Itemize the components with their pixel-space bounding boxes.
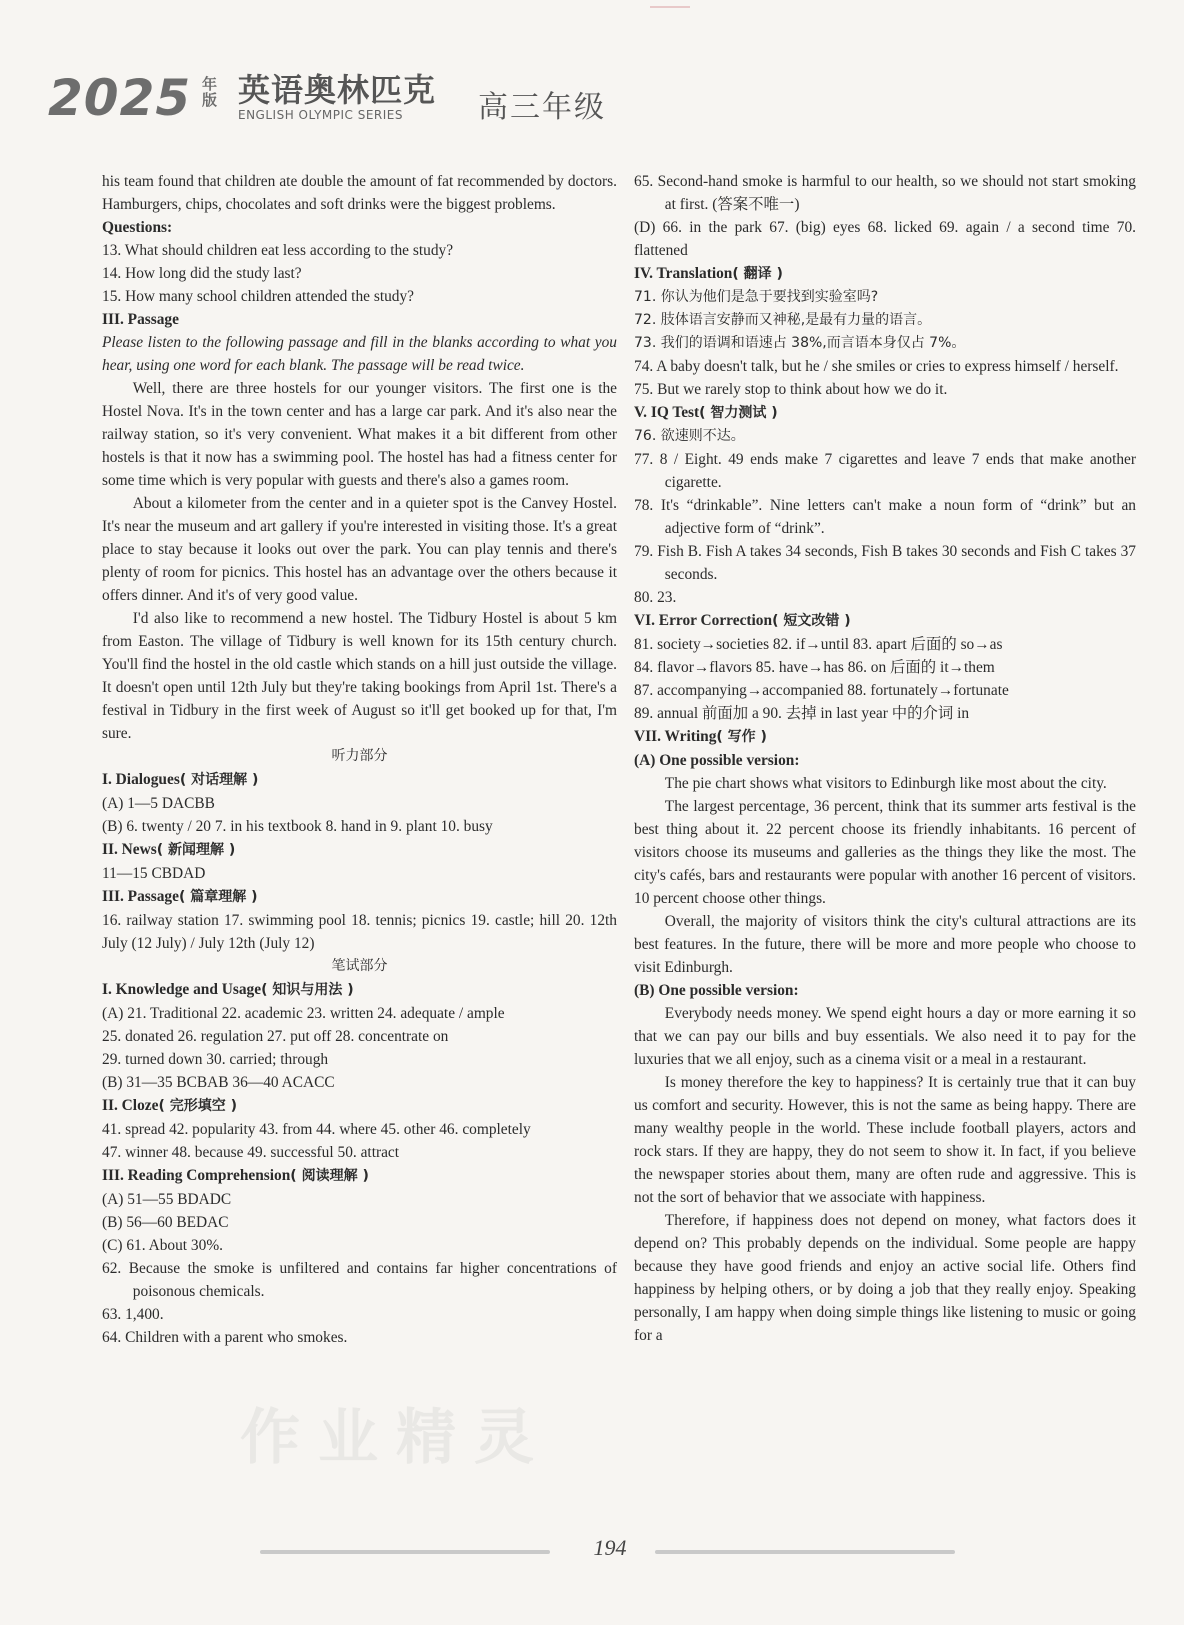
listening-passage-heading-zh: ( 篇章理解 ) (178, 889, 258, 905)
left-column (102, 170, 617, 1349)
edition-year: 2025 (48, 69, 192, 127)
listening-passage-heading-en: III. Passage (102, 888, 179, 905)
iq-78: 78. It's “drinkable”. Nine letters can't make a noun form of “drink” but an adjective form of “drink”. (634, 497, 1136, 537)
knowledge-a-line-2: 25. donated 26. regulation 27. put off 28. concentrate on (102, 1028, 449, 1045)
translation-74: 74. A baby doesn't talk, but he / she smiles or cries to express himself / herself. (634, 358, 1119, 375)
knowledge-b: (B) 31—35 BCBAB 36—40 ACACC (102, 1074, 335, 1091)
question-14: 14. How long did the study last? (102, 265, 302, 282)
knowledge-heading (102, 978, 617, 1002)
question-13: 13. What should children eat less according to the study? (102, 242, 454, 259)
writing-heading-en: VII. Writing (634, 728, 717, 745)
error-correction-heading-zh: ( 短文改错 ) (772, 613, 851, 629)
cloze-heading-en: II. Cloze (102, 1097, 159, 1114)
translation-73: 73. 我们的语调和语速占 38%,而言语本身仅占 7%。 (634, 335, 966, 351)
error-correction-line-3: 87. accompanying→accompanied 88. fortunately→fortunate (634, 682, 1009, 699)
error-correction-line-4: 89. annual 前面加 a 90. 去掉 in last year 中的介词 in (634, 705, 970, 722)
reading-64: 64. Children with a parent who smokes. (102, 1329, 348, 1346)
writing-heading (634, 725, 1136, 749)
series-title-cn: 英语奥林匹克 (238, 71, 437, 109)
news-heading-en: II. News (102, 841, 157, 858)
error-correction-line-2: 84. flavor→flavors 85. have→has 86. on 后面的 it→them (634, 659, 995, 676)
reading-65: 65. Second-hand smoke is harmful to our health, so we should not start smoking at first. (答案不唯一) (634, 173, 1136, 213)
writing-b-paragraph-3: Therefore, if happiness does not depend on money, what factors does it depend on? This probably depends on the individual. Some people are happy because they have good friends and enjoy an active social life. Others find happiness by helping others, or by doing a job that they really enjoy. Speaking personally, I am happy when doing simple things like listening to music or going for a (634, 1212, 1136, 1344)
news-heading (102, 838, 617, 862)
passage-answers: 16. railway station 17. swimming pool 18. tennis; picnics 19. castle; hill 20. 12th July (12 July) / July 12th (July 12) (102, 912, 617, 952)
passage-heading: III. Passage (102, 311, 179, 328)
translation-heading-zh: ( 翻译 ) (732, 266, 783, 282)
iq-heading-en: V. IQ Test (634, 404, 700, 421)
edition-label: 年版 (202, 75, 218, 109)
passage-paragraph-3: I'd also like to recommend a new hostel. The Tidbury Hostel is about 5 km from Easton. The village of Tidbury is well known for its 15th century church. You'll find the hostel in the old castle which stands on a hill just outside the village. It doesn't open until 12th July but they're taking bookings from April 1st. There's a festival in Tidbury in the first week of August so it'll get booked up for that, I'm sure. (102, 610, 617, 742)
reading-heading-en: III. Reading Comprehension (102, 1167, 291, 1184)
error-correction-heading (634, 609, 1136, 633)
dialogues-heading (102, 768, 617, 792)
dialogues-b: (B) 6. twenty / 20 7. in his textbook 8. hand in 9. plant 10. busy (102, 818, 493, 835)
series-title-en: ENGLISH OLYMPIC SERIES (238, 108, 404, 122)
dialogues-heading-zh: ( 对话理解 ) (179, 772, 259, 788)
writing-heading-zh: ( 写作 ) (716, 729, 767, 745)
error-correction-line-1: 81. society→societies 82. if→until 83. apart 后面的 so→as (634, 636, 1003, 653)
writing-b-heading: (B) One possible version: (634, 982, 799, 999)
passage-continuation: his team found that children ate double the amount of fat recommended by doctors. Hamburgers, chips, chocolates and soft drinks were the biggest problems. (102, 173, 617, 213)
news-answers: 11—15 CBDAD (102, 865, 206, 882)
cloze-line-2: 47. winner 48. because 49. successful 50. attract (102, 1144, 400, 1161)
dialogues-a: (A) 1—5 DACBB (102, 795, 215, 812)
footer-line-right (655, 1550, 955, 1554)
passage-paragraph-2: About a kilometer from the center and in a quieter spot is the Canvey Hostel. It's near the museum and art gallery if you're interested in visiting those. It's a great place to stay because it looks out over the park. You can play tennis and there's plenty of room for picnics. This hostel has an advantage over the others because it offers dinner. And it's of very good value. (102, 495, 617, 604)
page-number: 194 (593, 1535, 627, 1560)
iq-heading-zh: ( 智力测试 ) (699, 405, 778, 421)
iq-heading (634, 401, 1136, 425)
right-column (634, 170, 1136, 1347)
footer-line-left (260, 1550, 550, 1554)
error-correction-heading-en: VI. Error Correction (634, 612, 773, 629)
knowledge-heading-en: I. Knowledge and Usage (102, 981, 262, 998)
knowledge-a-line-3: 29. turned down 30. carried; through (102, 1051, 329, 1068)
reading-d: (D) 66. in the park 67. (big) eyes 68. licked 69. again / a second time 70. flattened (634, 219, 1136, 259)
translation-71: 71. 你认为他们是急于要找到实验室吗? (634, 289, 879, 305)
translation-72: 72. 肢体语言安静而又神秘,是最有力量的语言。 (634, 312, 932, 328)
passage-instruction: Please listen to the following passage and fill in the blanks according to what you hear, using one word for each blank. The passage will be read twice. (102, 334, 617, 374)
reading-b: (B) 56—60 BEDAC (102, 1214, 229, 1231)
writing-a-heading: (A) One possible version: (634, 752, 800, 769)
writing-a-paragraph-3: Overall, the majority of visitors think the city's cultural attractions are its best features. In the future, there will be more and more people who choose to visit Edinburgh. (634, 913, 1136, 976)
iq-80: 80. 23. (634, 589, 677, 606)
writing-a-paragraph-1: The pie chart shows what visitors to Edinburgh like most about the city. (664, 775, 1107, 792)
writing-b-paragraph-2: Is money therefore the key to happiness? It is certainly true that it can buy us comfort and security. However, this is not the same as being happy. There are many wealthy people in the world. These include football players, actors and rock stars. If they are happy, they do not seem to show it. In fact, if you believe the newspaper stories about them, many are often rude and aggressive. This is not the sort of behavior that we associate with happiness. (634, 1074, 1136, 1206)
news-heading-zh: ( 新闻理解 ) (156, 842, 236, 858)
iq-76: 76. 欲速则不达。 (634, 428, 745, 444)
iq-79: 79. Fish B. Fish A takes 34 seconds, Fish B takes 30 seconds and Fish C takes 37 seconds. (634, 543, 1136, 583)
page-header (48, 70, 648, 130)
iq-77: 77. 8 / Eight. 49 ends make 7 cigarettes and leave 7 ends that make another cigarette. (634, 451, 1136, 491)
top-decoration (650, 6, 690, 8)
translation-heading (634, 262, 1136, 286)
cloze-line-1: 41. spread 42. popularity 43. from 44. where 45. other 46. completely (102, 1121, 531, 1138)
cloze-heading (102, 1094, 617, 1118)
questions-heading: Questions: (102, 219, 173, 236)
reading-62: 62. Because the smoke is unfiltered and contains far higher concentrations of poisonous chemicals. (102, 1260, 617, 1300)
listening-passage-heading (102, 885, 617, 909)
writing-a-paragraph-2: The largest percentage, 36 percent, think that its summer arts festival is the best thing about it. 22 percent choose its friendly inhabitants. 16 percent of visitors choose its museums and galleries as the things they like the most. The city's cafés, bars and restaurants were popular with another 16 percent of visitors. 10 percent choose other things. (634, 798, 1136, 907)
watermark: 作业精灵 (240, 1403, 552, 1473)
question-15: 15. How many school children attended the study? (102, 288, 415, 305)
listening-title: 听力部分 (331, 748, 388, 764)
translation-75: 75. But we rarely stop to think about how we do it. (634, 381, 948, 398)
reading-c: (C) 61. About 30%. (102, 1237, 223, 1254)
dialogues-heading-en: I. Dialogues (102, 771, 180, 788)
knowledge-a-line-1: (A) 21. Traditional 22. academic 23. written 24. adequate / ample (102, 1005, 505, 1022)
grade-label: 高三年级 (478, 90, 606, 125)
cloze-heading-zh: ( 完形填空 ) (158, 1098, 237, 1114)
reading-63: 63. 1,400. (102, 1306, 164, 1323)
reading-heading-zh: ( 阅读理解 ) (290, 1168, 369, 1184)
page-footer (0, 1535, 1184, 1565)
writing-b-paragraph-1: Everybody needs money. We spend eight hours a day or more earning it so that we can pay our bills and buy essentials. We also need it to pay for the luxuries that we all enjoy, such as a cinema visit or a meal in a restaurant. (634, 1005, 1136, 1068)
reading-heading (102, 1164, 617, 1188)
written-title: 笔试部分 (331, 958, 388, 974)
reading-a: (A) 51—55 BDADC (102, 1191, 232, 1208)
passage-paragraph-1: Well, there are three hostels for our younger visitors. The first one is the Hostel Nova. It's in the town center and has a large car park. And it's also near the railway station, so it's very convenient. What makes it a bit different from other hostels is that it now has a swimming pool. The hostel has had a fitness center for some time which is very popular with guests and there's also a games room. (102, 380, 617, 489)
knowledge-heading-zh: ( 知识与用法 ) (261, 982, 354, 998)
translation-heading-en: IV. Translation (634, 265, 733, 282)
